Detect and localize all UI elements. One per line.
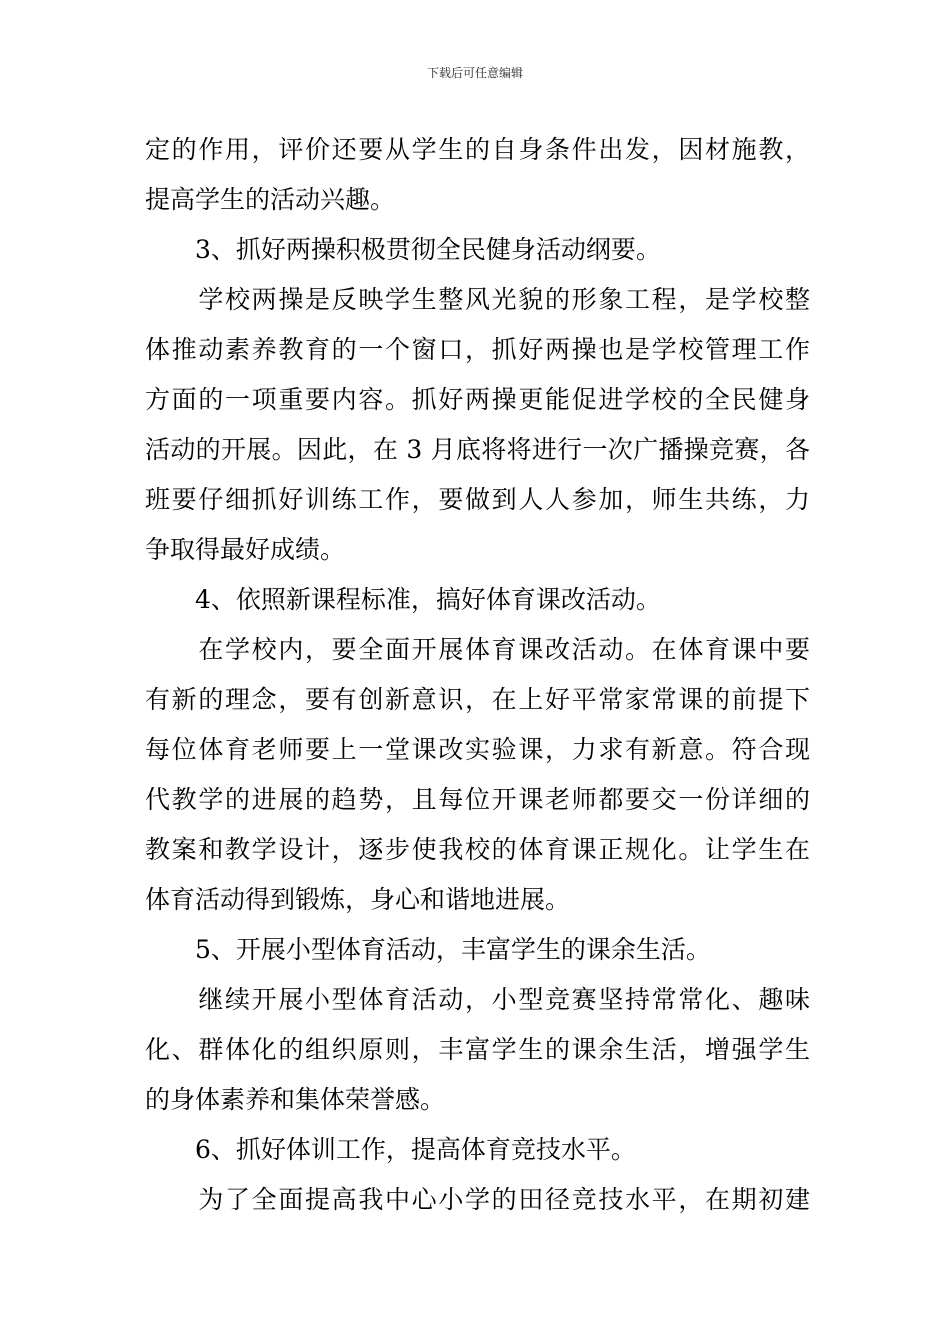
text-line: 体育活动得到锻炼，身心和谐地进展。 — [145, 885, 571, 914]
text-line: 每位体育老师要上一堂课改实验课，力求有新意。符合现 — [145, 735, 810, 764]
text-line: 学校两操是反映学生整风光貌的形象工程，是学校整 — [145, 285, 810, 314]
page-header: 下载后可任意编辑 — [426, 66, 523, 80]
text-line: 有新的理念，要有创新意识，在上好平常家常课的前提下 — [145, 685, 810, 714]
section-heading: 5、开展小型体育活动，丰富学生的课余生活。 — [145, 935, 711, 964]
text-line: 体推动素养教育的一个窗口，抓好两操也是学校管理工作 — [145, 335, 810, 364]
text-line: 的身体素养和集体荣誉感。 — [145, 1085, 446, 1114]
section-heading: 3、抓好两操积极贯彻全民健身活动纲要。 — [145, 235, 661, 264]
text-line: 争取得最好成绩。 — [145, 535, 346, 564]
text-line: 方面的一项重要内容。抓好两操更能促进学校的全民健身 — [145, 385, 810, 414]
text-line: 在学校内，要全面开展体育课改活动。在体育课中要 — [145, 635, 810, 664]
text-line: 定的作用，评价还要从学生的自身条件出发，因材施教， — [145, 135, 810, 164]
text-line: 代教学的进展的趋势，且每位开课老师都要交一份详细的 — [145, 785, 810, 814]
text-line: 化、群体化的组织原则，丰富学生的课余生活，增强学生 — [145, 1035, 810, 1064]
text-line: 教案和教学设计，逐步使我校的体育课正规化。让学生在 — [145, 835, 810, 864]
text-line: 继续开展小型体育活动，小型竞赛坚持常常化、趣味 — [145, 985, 810, 1014]
section-heading: 6、抓好体训工作，提高体育竞技水平。 — [145, 1135, 636, 1164]
text-line: 活动的开展。因此，在 3 月底将将进行一次广播操竞赛，各 — [145, 435, 810, 464]
text-line: 班要仔细抓好训练工作，要做到人人参加，师生共练，力 — [145, 485, 810, 514]
section-heading: 4、依照新课程标准，搞好体育课改活动。 — [145, 585, 661, 614]
text-line: 为了全面提高我中心小学的田径竞技水平，在期初建 — [145, 1185, 810, 1214]
text-line: 提高学生的活动兴趣。 — [145, 185, 396, 214]
